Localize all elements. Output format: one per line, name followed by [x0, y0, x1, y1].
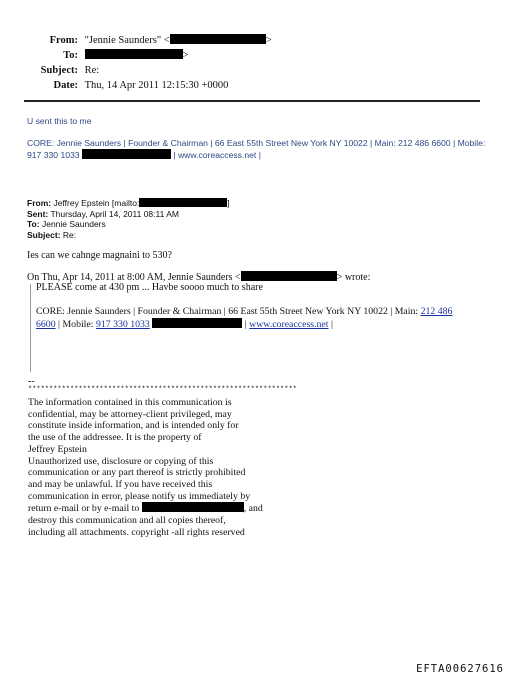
inner-to-row — [27, 219, 487, 230]
quote-signature-line-1 — [36, 306, 486, 318]
header-from-row — [0, 34, 512, 47]
quote-intro-end: > wrote: — [336, 272, 371, 283]
inner-subject-value: Re: — [62, 229, 77, 240]
header-date-row — [0, 79, 512, 92]
signature-line-1: CORE: Jennie Saunders | Founder & Chairman | 66 East 55th Street New York NY 10022 | Main: 212 486 6600 | Mobile: — [27, 138, 486, 148]
inner-from-value: Jeffrey Epstein [mailto: — [53, 198, 140, 208]
from-value: "Jennie Saunders" < — [84, 35, 170, 46]
quote-phone-main-end[interactable]: 6600 — [36, 319, 56, 330]
subject-label: Subject: — [40, 65, 78, 76]
disclaimer-line: constitute inside information, and is intended only for — [28, 420, 239, 432]
disclaimer-line: confidential, may be attorney-client privileged, may — [28, 408, 232, 420]
to-tail: > — [182, 50, 189, 61]
email-header — [0, 34, 512, 92]
inner-sent-label: Sent: — [27, 208, 49, 219]
redaction-block — [241, 271, 337, 281]
quote-intro-start: On Thu, Apr 14, 2011 at 8:00 AM, Jennie Saunders < — [27, 272, 241, 283]
quote-phone-main[interactable]: 212 486 — [420, 306, 453, 317]
redaction-block — [142, 502, 244, 512]
inner-subject-label: Subject: — [27, 229, 61, 240]
redaction-block — [139, 198, 230, 208]
quote-text: PLEASE come at 430 pm ... Havbe soooo much to share — [36, 282, 263, 293]
disclaimer-line: communication in error, please notify us immediately by — [28, 490, 251, 502]
header-divider — [24, 100, 480, 102]
inner-subject-row — [27, 230, 487, 241]
quote-signature-line-2 — [36, 318, 486, 331]
inner-from-label: From: — [27, 198, 52, 208]
quote-signature-text: CORE: Jennie Saunders | Founder & Chairman | 66 East 55th Street New York NY 10022 | Main: — [36, 306, 419, 317]
subject-value: Re: — [84, 65, 100, 76]
message-text: Ies can we cahnge magnaini to 530? — [27, 250, 172, 261]
disclaimer-line: Unauthorized use, disclosure or copying of this — [28, 455, 214, 467]
header-subject-row — [0, 64, 512, 77]
quote-signature — [36, 306, 486, 331]
disclaimer-line: communication or any part thereof is strictly prohibited — [28, 467, 246, 479]
disclaimer-block — [28, 397, 328, 538]
disclaimer-line: destroy this communication and all copies thereof, — [28, 515, 226, 527]
inner-sent-row — [27, 209, 487, 220]
inner-from-row — [27, 198, 487, 209]
quote-url-link[interactable]: www.coreaccess.net — [249, 319, 329, 330]
signature-url: | www.coreaccess.net | — [173, 150, 261, 160]
star-divider: **************************************************************** — [28, 386, 297, 394]
inner-header — [27, 198, 487, 240]
disclaimer-line: including all attachments. copyright -all rights reserved — [28, 526, 245, 538]
inner-sent-value: Thursday, April 14, 2011 08:11 AM — [50, 208, 179, 219]
disclaimer-email-start: return e-mail or by e-mail to — [28, 503, 140, 515]
quote-sep: | — [244, 319, 247, 330]
redaction-block — [152, 318, 242, 328]
redaction-block — [85, 49, 183, 59]
to-label: To: — [63, 50, 78, 61]
date-value: Thu, 14 Apr 2011 12:15:30 +0000 — [84, 80, 229, 91]
inner-to-value: Jennie Saunders — [41, 219, 106, 229]
disclaimer-line: the use of the addressee. It is the property of — [28, 432, 202, 444]
sent-note: U sent this to me — [27, 116, 92, 126]
disclaimer-line: and may be unlawful. If you have received this — [28, 478, 213, 490]
disclaimer-email-end: , and — [243, 503, 263, 515]
disclaimer-email-line — [28, 502, 328, 515]
signature-mobile: 917 330 1033 — [27, 150, 80, 160]
quote-phone-mobile[interactable]: 917 330 1033 — [95, 319, 150, 330]
quote-end: | — [330, 319, 333, 330]
date-label: Date: — [53, 80, 78, 91]
document-id: EFTA00627616 — [416, 663, 504, 675]
redaction-block — [170, 34, 266, 44]
sig-dash: -- — [28, 376, 35, 387]
quote-bar — [30, 284, 31, 372]
disclaimer-line: Jeffrey Epstein — [28, 443, 87, 455]
from-tail: > — [265, 35, 272, 46]
inner-from-tail: ] — [227, 198, 230, 208]
header-to-row — [0, 49, 512, 62]
signature-line-2 — [27, 149, 497, 161]
quote-mobile-label: | Mobile: — [58, 319, 94, 330]
inner-to-label: To: — [27, 219, 40, 229]
from-label: From: — [49, 35, 78, 46]
redaction-block — [82, 149, 171, 159]
disclaimer-line: The information contained in this communication is — [28, 397, 232, 408]
signature-block — [27, 137, 497, 161]
